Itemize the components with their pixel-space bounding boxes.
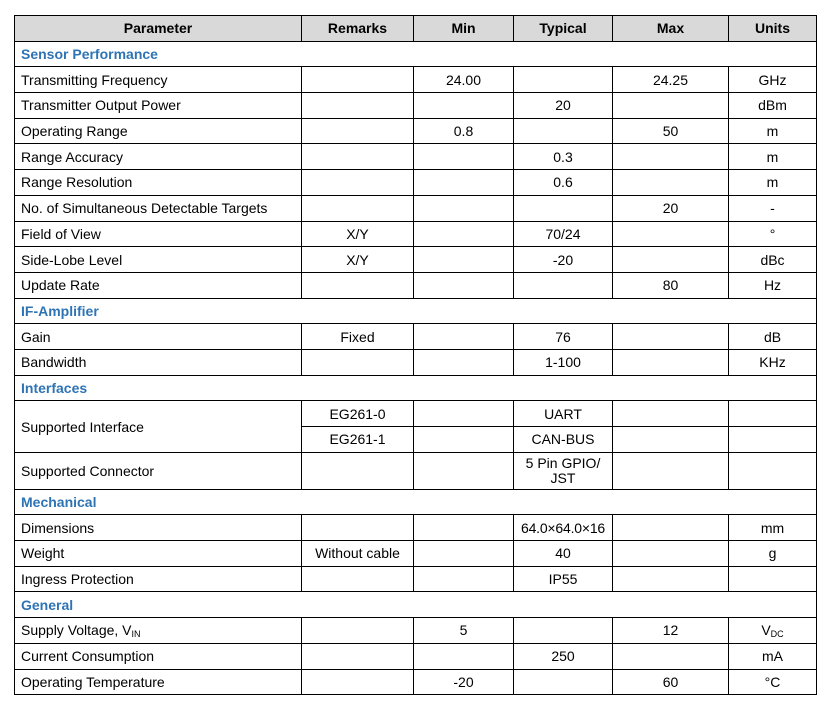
- remarks-cell: [302, 452, 414, 489]
- section-row: [15, 592, 817, 618]
- remarks-cell: Fixed: [302, 324, 414, 350]
- typical-cell: 1-100: [514, 349, 613, 375]
- typical-cell: [514, 272, 613, 298]
- units-cell: mA: [729, 643, 817, 669]
- min-cell: -20: [414, 669, 514, 695]
- typical-cell: 20: [514, 93, 613, 119]
- spec-table: [14, 15, 817, 695]
- remarks-cell: [302, 643, 414, 669]
- remarks-cell: [302, 349, 414, 375]
- max-cell: [613, 93, 729, 119]
- header-row: [15, 16, 817, 42]
- units-cell: m: [729, 144, 817, 170]
- typical-cell: [514, 67, 613, 93]
- remarks-cell: EG261-0: [302, 401, 414, 427]
- remarks-cell: EG261-1: [302, 427, 414, 453]
- min-cell: [414, 427, 514, 453]
- min-cell: [414, 541, 514, 567]
- table-row: [15, 452, 817, 489]
- remarks-cell: [302, 669, 414, 695]
- table-row: [15, 643, 817, 669]
- param-cell: Field of View: [15, 221, 302, 247]
- remarks-cell: Without cable: [302, 541, 414, 567]
- param-subscript: IN: [131, 628, 141, 639]
- min-cell: [414, 452, 514, 489]
- table-row: [15, 566, 817, 592]
- min-cell: [414, 195, 514, 221]
- units-cell: GHz: [729, 67, 817, 93]
- remarks-cell: [302, 272, 414, 298]
- table-row: [15, 541, 817, 567]
- max-cell: [613, 144, 729, 170]
- units-cell: dB: [729, 324, 817, 350]
- min-cell: [414, 144, 514, 170]
- section-interfaces: Interfaces: [15, 375, 817, 401]
- param-text: Supply Voltage, V: [21, 621, 132, 638]
- typical-cell: 0.6: [514, 170, 613, 196]
- table-row: [15, 247, 817, 273]
- remarks-cell: [302, 618, 414, 644]
- max-cell: [613, 324, 729, 350]
- max-cell: [613, 247, 729, 273]
- min-cell: [414, 515, 514, 541]
- remarks-cell: [302, 566, 414, 592]
- param-cell: Ingress Protection: [15, 566, 302, 592]
- param-cell: [15, 618, 302, 644]
- table-row: [15, 195, 817, 221]
- min-cell: [414, 272, 514, 298]
- section-row: [15, 41, 817, 67]
- min-cell: [414, 170, 514, 196]
- typical-cell: [514, 669, 613, 695]
- max-cell: [613, 541, 729, 567]
- typical-cell: 64.0×64.0×16: [514, 515, 613, 541]
- max-cell: [613, 452, 729, 489]
- units-cell: m: [729, 118, 817, 144]
- min-cell: [414, 401, 514, 427]
- max-cell: 60: [613, 669, 729, 695]
- units-cell: [729, 452, 817, 489]
- units-cell: [729, 427, 817, 453]
- section-general: General: [15, 592, 817, 618]
- min-cell: [414, 349, 514, 375]
- param-cell: Current Consumption: [15, 643, 302, 669]
- header-remarks: Remarks: [302, 16, 414, 42]
- remarks-cell: [302, 515, 414, 541]
- table-row: [15, 324, 817, 350]
- min-cell: [414, 221, 514, 247]
- min-cell: [414, 566, 514, 592]
- units-cell: [729, 618, 817, 644]
- table-row: [15, 401, 817, 427]
- param-cell: Range Accuracy: [15, 144, 302, 170]
- section-row: [15, 298, 817, 324]
- typical-cell: 0.3: [514, 144, 613, 170]
- units-cell: dBc: [729, 247, 817, 273]
- remarks-cell: [302, 67, 414, 93]
- min-cell: [414, 643, 514, 669]
- typical-cell: UART: [514, 401, 613, 427]
- remarks-cell: X/Y: [302, 247, 414, 273]
- units-cell: [729, 401, 817, 427]
- units-cell: g: [729, 541, 817, 567]
- max-cell: 12: [613, 618, 729, 644]
- units-cell: m: [729, 170, 817, 196]
- typical-cell: 5 Pin GPIO/ JST: [514, 452, 613, 489]
- min-cell: [414, 247, 514, 273]
- typical-cell: 250: [514, 643, 613, 669]
- typical-cell: CAN-BUS: [514, 427, 613, 453]
- max-cell: 50: [613, 118, 729, 144]
- table-row: [15, 618, 817, 644]
- typical-cell: 76: [514, 324, 613, 350]
- table-row: [15, 93, 817, 119]
- section-mechanical: Mechanical: [15, 489, 817, 515]
- units-cell: KHz: [729, 349, 817, 375]
- section-row: [15, 375, 817, 401]
- max-cell: 24.25: [613, 67, 729, 93]
- remarks-cell: [302, 144, 414, 170]
- units-cell: °C: [729, 669, 817, 695]
- remarks-cell: X/Y: [302, 221, 414, 247]
- max-cell: [613, 349, 729, 375]
- header-parameter: Parameter: [15, 16, 302, 42]
- table-row: [15, 221, 817, 247]
- param-cell: Weight: [15, 541, 302, 567]
- param-cell: Transmitting Frequency: [15, 67, 302, 93]
- max-cell: [613, 401, 729, 427]
- max-cell: [613, 221, 729, 247]
- max-cell: [613, 643, 729, 669]
- typical-cell: IP55: [514, 566, 613, 592]
- remarks-cell: [302, 170, 414, 196]
- table-row: [15, 118, 817, 144]
- typical-cell: [514, 195, 613, 221]
- section-row: [15, 489, 817, 515]
- header-typical: Typical: [514, 16, 613, 42]
- table-row: [15, 67, 817, 93]
- unit-text: V: [761, 621, 771, 638]
- header-max: Max: [613, 16, 729, 42]
- table-row: [15, 349, 817, 375]
- max-cell: 80: [613, 272, 729, 298]
- remarks-cell: [302, 93, 414, 119]
- header-units: Units: [729, 16, 817, 42]
- header-min: Min: [414, 16, 514, 42]
- units-cell: mm: [729, 515, 817, 541]
- min-cell: 0.8: [414, 118, 514, 144]
- param-cell: Bandwidth: [15, 349, 302, 375]
- typical-cell: [514, 618, 613, 644]
- min-cell: 5: [414, 618, 514, 644]
- units-cell: [729, 566, 817, 592]
- typical-cell: -20: [514, 247, 613, 273]
- table-row: [15, 515, 817, 541]
- typical-cell: [514, 118, 613, 144]
- max-cell: [613, 170, 729, 196]
- remarks-cell: [302, 195, 414, 221]
- min-cell: [414, 93, 514, 119]
- remarks-cell: [302, 118, 414, 144]
- units-cell: dBm: [729, 93, 817, 119]
- table-row: [15, 669, 817, 695]
- max-cell: [613, 427, 729, 453]
- param-cell: Update Rate: [15, 272, 302, 298]
- param-cell: Operating Temperature: [15, 669, 302, 695]
- min-cell: [414, 324, 514, 350]
- table-row: [15, 144, 817, 170]
- units-cell: °: [729, 221, 817, 247]
- param-cell: Supported Connector: [15, 452, 302, 489]
- max-cell: 20: [613, 195, 729, 221]
- section-if-amplifier: IF-Amplifier: [15, 298, 817, 324]
- param-cell: Operating Range: [15, 118, 302, 144]
- units-cell: Hz: [729, 272, 817, 298]
- typical-cell: 70/24: [514, 221, 613, 247]
- typical-cell: 40: [514, 541, 613, 567]
- param-cell: Range Resolution: [15, 170, 302, 196]
- param-cell: Supported Interface: [15, 401, 302, 452]
- param-cell: Gain: [15, 324, 302, 350]
- table-row: [15, 272, 817, 298]
- table-row: [15, 170, 817, 196]
- param-cell: Transmitter Output Power: [15, 93, 302, 119]
- section-sensor-performance: Sensor Performance: [15, 41, 817, 67]
- param-cell: Side-Lobe Level: [15, 247, 302, 273]
- param-cell: Dimensions: [15, 515, 302, 541]
- max-cell: [613, 515, 729, 541]
- units-cell: -: [729, 195, 817, 221]
- unit-subscript: DC: [770, 628, 784, 639]
- param-cell: No. of Simultaneous Detectable Targets: [15, 195, 302, 221]
- max-cell: [613, 566, 729, 592]
- min-cell: 24.00: [414, 67, 514, 93]
